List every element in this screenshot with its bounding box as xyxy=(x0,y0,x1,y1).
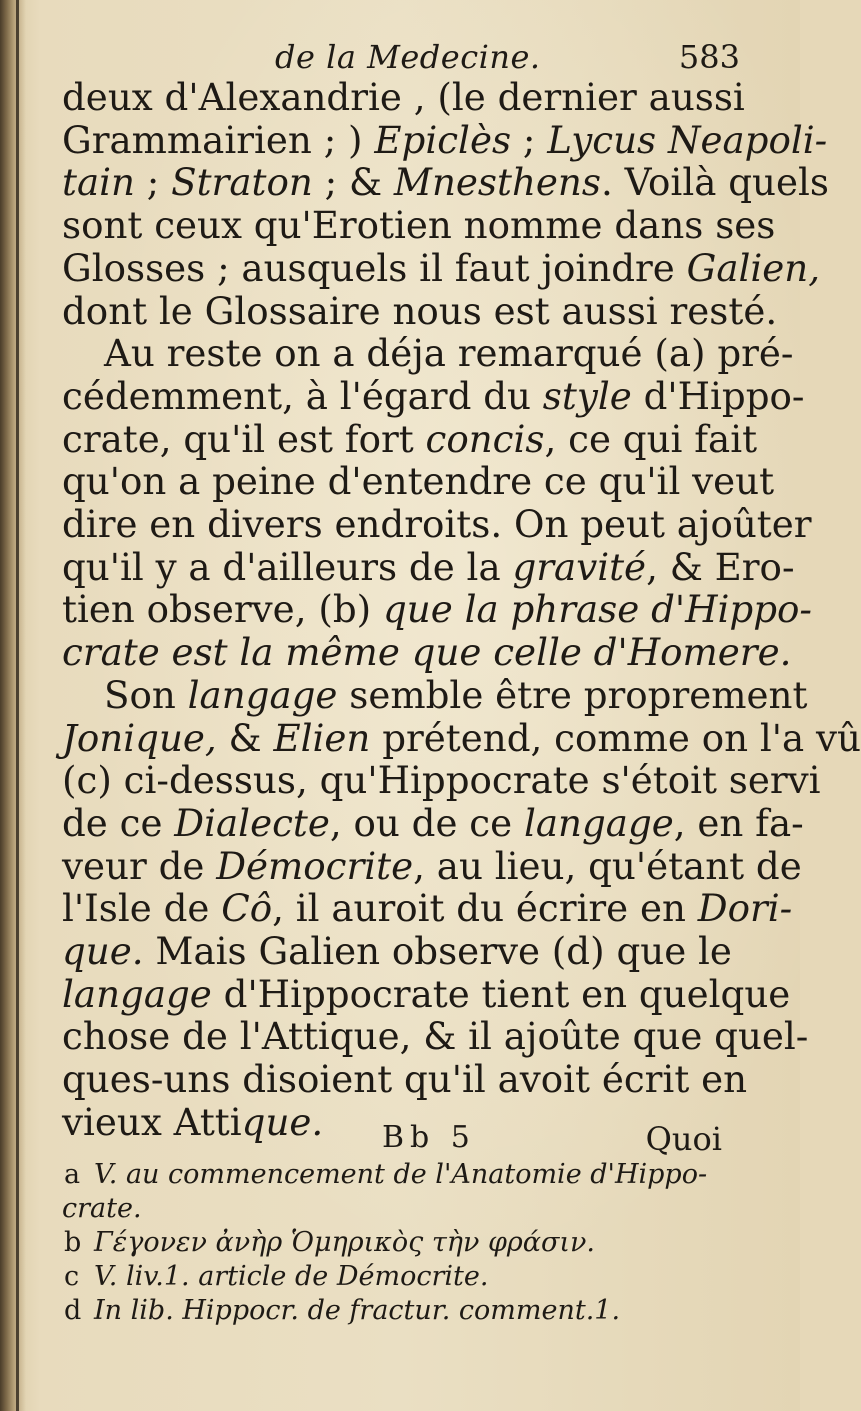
footnote-mark: a xyxy=(64,1159,81,1190)
text-line: Glosses ; ausquels il faut joindre Galien, xyxy=(62,245,821,290)
text-line: tien observe, (b) que la phrase d'Hippo- xyxy=(62,587,812,632)
text-line: dont le Glossaire nous est aussi resté. xyxy=(62,288,778,333)
footnote-text: V. au commencement de l'Anatomie d'Hippo- xyxy=(94,1159,708,1190)
text-line: crate est la même que celle d'Homere. xyxy=(62,630,792,675)
footnote-mark: d xyxy=(64,1295,82,1326)
text-line: qu'on a peine d'entendre ce qu'il veut xyxy=(62,459,775,504)
text-line: cédemment, à l'égard du style d'Hippo- xyxy=(62,373,805,418)
footnote-mark: b xyxy=(64,1227,82,1258)
footnote-text: Γέγονεν ἀνὴρ Ὁμηρικὸς τὴν φράσιν. xyxy=(94,1227,595,1258)
binding-edge xyxy=(16,0,19,1411)
text-line: Son langage semble être proprement xyxy=(104,672,808,717)
text-line: ques-uns disoient qu'il avoit écrit en xyxy=(62,1057,748,1102)
footnote-a xyxy=(62,1158,722,1192)
text-line: qu'il y a d'ailleurs de la gravité, & Ero- xyxy=(62,544,795,589)
signature-mark: Bb 5 xyxy=(382,1120,476,1155)
text-line: tain ; Straton ; & Mnesthens. Voilà quels xyxy=(62,160,829,205)
text-line: deux d'Alexandrie , (le dernier aussi xyxy=(62,75,745,119)
running-title: de la Medecine. xyxy=(275,38,541,76)
text-line: que. Mais Galien observe (d) que le xyxy=(62,929,732,974)
text-line: Jonique, & Elien prétend, comme on l'a vû xyxy=(62,715,861,760)
page-footer xyxy=(62,1120,722,1160)
page-number: 583 xyxy=(678,38,740,76)
footnote-text: crate. xyxy=(62,1193,142,1224)
catchword: Quoi xyxy=(645,1120,722,1158)
footnote-b xyxy=(62,1226,722,1260)
binding-gutter xyxy=(0,0,26,1411)
footnote-d xyxy=(62,1294,722,1328)
footnote-mark: c xyxy=(64,1261,80,1292)
text-line: chose de l'Attique, & il ajoûte que quel- xyxy=(62,1014,809,1059)
text-line: Grammairien ; ) Epiclès ; Lycus Neapoli- xyxy=(62,117,828,162)
text-line: sont ceux qu'Erotien nomme dans ses xyxy=(62,203,776,248)
text-line: vieux Attique. xyxy=(62,1099,324,1144)
text-line: l'Isle de Cô, il auroit du écrire en Dori- xyxy=(62,886,793,931)
footnotes xyxy=(62,1158,722,1328)
footnote-text: In lib. Hippocr. de fractur. comment.1. xyxy=(94,1295,621,1326)
footnote-text: V. liv.1. article de Démocrite. xyxy=(94,1261,489,1292)
text-line: Au reste on a déja remarqué (a) pré- xyxy=(104,331,794,376)
text-line: crate, qu'il est fort concis, ce qui fait xyxy=(62,416,758,461)
page-header xyxy=(60,38,740,78)
text-line: dire en divers endroits. On peut ajoûter xyxy=(62,502,812,547)
text-line: langage d'Hippocrate tient en quelque xyxy=(62,971,791,1016)
text-line: (c) ci-dessus, qu'Hippocrate s'étoit servi xyxy=(62,758,821,803)
main-text xyxy=(62,75,861,1144)
footnote-continuation xyxy=(62,1192,722,1226)
footnote-c xyxy=(62,1260,722,1294)
text-line: de ce Dialecte, ou de ce langage, en fa- xyxy=(62,800,804,845)
text-line: veur de Démocrite, au lieu, qu'étant de xyxy=(62,843,802,888)
